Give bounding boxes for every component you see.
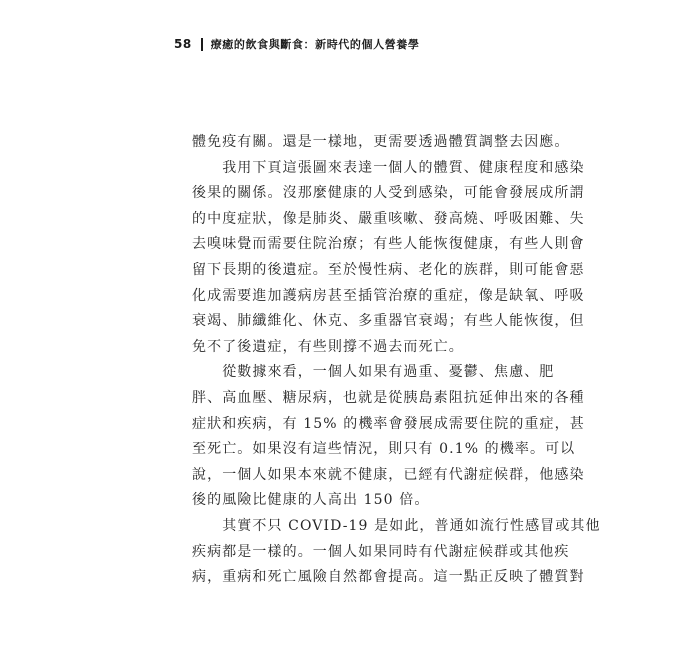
text-line: 症狀和疾病，有 15% 的機率會發展成需要住院的重症，甚 <box>192 415 585 432</box>
text-line: 從數據來看，一個人如果有過重、憂鬱、焦慮、肥 <box>192 364 555 381</box>
text-line: 疾病都是一樣的。一個人如果同時有代謝症候群或其他疾 <box>192 543 570 560</box>
text-line: 的中度症狀，像是肺炎、嚴重咳嗽、發高燒、呼吸困難、失 <box>192 210 585 227</box>
text-line: 至死亡。如果沒有這些情況，則只有 0.1% 的機率。可以 <box>192 441 576 458</box>
text-line: 我用下頁這張圖來表達一個人的體質、健康程度和感染 <box>192 159 585 176</box>
header-divider <box>201 38 203 51</box>
text-line: 後的風險比健康的人高出 150 倍。 <box>192 492 430 509</box>
text-line: 衰竭、肺纖維化、休克、多重器官衰竭；有些人能恢復，但 <box>192 313 585 330</box>
page-number: 58 <box>174 37 192 51</box>
text-line: 免不了後遺症，有些則撐不過去而死亡。 <box>192 338 464 355</box>
text-line: 後果的關係。沒那麼健康的人受到感染，可能會發展成所謂 <box>192 185 585 202</box>
text-line: 說，一個人如果本來就不健康，已經有代謝症候群，他感染 <box>192 466 585 483</box>
book-title: 療癒的飲食與斷食：新時代的個人營養學 <box>210 38 420 51</box>
running-header <box>174 34 420 54</box>
text-line: 病，重病和死亡風險自然都會提高。這一點正反映了體質對 <box>192 569 585 586</box>
text-line: 化成需要進加護病房甚至插管治療的重症，像是缺氧、呼吸 <box>192 287 585 304</box>
text-line: 去嗅味覺而需要住院治療；有些人能恢復健康，有些人則會 <box>192 236 585 253</box>
body-text <box>192 130 601 591</box>
text-line: 胖、高血壓、糖尿病，也就是從胰島素阻抗延伸出來的各種 <box>192 389 585 406</box>
text-line: 其實不只 COVID-19 是如此，普通如流行性感冒或其他 <box>192 517 601 534</box>
text-line: 體免疫有關。還是一樣地，更需要透過體質調整去因應。 <box>192 134 570 150</box>
text-line: 留下長期的後遺症。至於慢性病、老化的族群，則可能會惡 <box>192 261 585 278</box>
